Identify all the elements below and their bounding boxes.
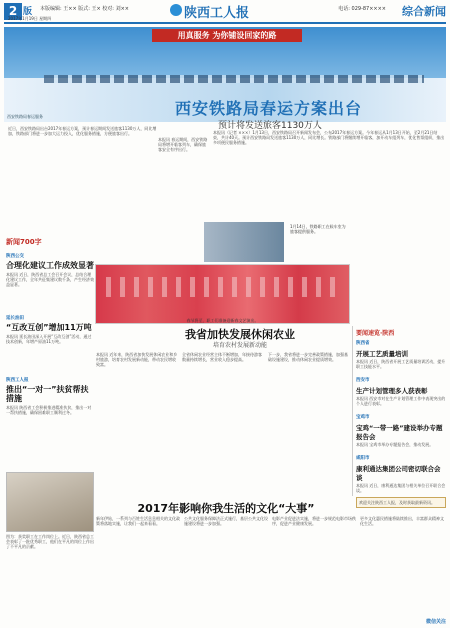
sidebar-title: 要闻速览·陕西 [356,330,395,337]
section-tag: 新闻700字 [6,238,42,246]
news-region: 陕西公交 [6,254,24,259]
news-body: 本报讯 陕西省工会积极推进精准扶贫，推出一对一帮扶措施，确保困难职工顺利过冬。 [6,405,92,415]
dancer-row [106,277,336,297]
news-item [6,377,94,445]
article-intro: 近日，西安铁路局出台2017年春运方案，预计春运期间发送旅客1130万人，同比增加，铁路部门将进一步加大运力投入，优化服务措施，方便旅客出行。 [8,126,157,136]
worker-photo-caption: 图为：获奖职工在工作岗位上。近日，陕西省总工会表彰了一批优秀职工，他们在平凡的岗位上作出了不平凡的贡献。 [6,534,94,549]
news-region: 延长油田 [6,316,24,321]
sidebar-item-title: 康利通达集团公司密切联合会谈 [356,465,441,482]
sidebar-item-body: 本报讯 西安市对在生产计划管理工作中表现突出的个人进行表彰。 [356,396,446,406]
masthead [4,2,446,24]
hero-caption: 西安铁路局春运服务 [7,114,43,119]
sidebar-item-tag: 西安市 [356,378,370,383]
news-item [6,315,94,374]
news-title: 合理化建议工作成效显著 [6,261,94,270]
sidebar-item-title: 开展工艺质量培训 [356,350,408,358]
news-title: 推出“一对一”扶贫帮扶措施 [6,385,89,403]
dancers-photo [96,265,349,323]
sidebar-item-body: 本报讯 宝鸡市举办专题报告会，推动发展。 [356,442,434,447]
center-article-body [96,352,350,498]
news-body: 本报讯 延长油田深入开展“互改互创”活动，通过技术创新，年增产原油11万吨。 [6,334,92,344]
sidebar-item-tag: 宝鸡市 [356,415,370,420]
main-headline: 西安铁路局春运方案出台 [175,99,363,118]
article-column: 新年伊始，一系列与百姓生活息息相关的文化政策将落地实施，让我们一起来看看。 [96,516,180,526]
news-sidebar [352,326,446,505]
bottom-article-body [96,516,446,622]
sidebar-item-body: 本报讯 近日，陕西省开展工艺质量培训活动，提升职工技能水平。 [356,359,446,369]
sidebar-item [356,340,446,374]
train-windows [44,75,424,83]
sidebar-item-tag: 咸阳市 [356,456,370,461]
article-column: 公共文化服务保障法正式施行，基层公共文化设施建设将进一步加强。 [184,516,268,526]
contact-info: 电话: 029-87×××× [338,6,386,12]
article-column: 电影产业促进法实施，将进一步规范电影市场秩序，促进产业健康发展。 [272,516,356,526]
dance-photo-collage [95,264,350,324]
sidebar-item-title: 生产计划管理多人获表彰 [356,387,428,395]
sidebar-item-tag: 陕西省 [356,341,370,346]
news-title: “互改互创”增加11万吨 [6,323,92,332]
worker-photo [6,472,94,532]
news-body: 本报讯 近日，陕西省总工会召开会议，总结合理化建议工作，全年共征集建议数千条，产生经济效益显著。 [6,272,94,287]
article-column: 全省休闲农业经营主体不断增加，年接待游客数量持续增长，营业收入稳步提高。 [182,352,262,362]
page-number: 2 [4,3,22,20]
news-region: 陕西工人报 [6,378,29,383]
publish-date: 2017年1月19日 星期四 [8,16,52,21]
left-news-column [6,250,94,445]
station-photo [204,222,284,262]
article-photo-caption: 本报讯 春运期间，西安铁路局将增开临客列车，确保旅客安全有序出行。 [158,137,208,152]
footer-brand: 微信关注 [425,619,446,625]
sidebar-notice-box: 欢迎关注陕西工人报，及时获取最新资讯。 [356,497,446,508]
article-column: 本报讯 近年来，陕西省加快发展休闲农业和乡村旅游，培育农村发展新动能，带动农民增收致富。 [96,352,178,367]
newspaper-logo: 陕西工人报 [184,6,250,21]
article-column: 下一步，我省将进一步完善政策措施，加强基础设施建设，推动休闲农业提质增效。 [268,352,348,362]
center-headline: 我省加快发展休闲农业 [185,328,295,341]
editor-info: 本版编辑: 王×× 版式: 王× 校对: 刘×× [40,6,129,12]
sidebar-item-title: 宝鸡“一带一路”建设举办专题报告会 [356,424,443,441]
station-photo-caption: 1月14日，铁路职工在候车室为旅客提供服务。 [290,224,346,234]
article-body: 本报讯（记者 ×××）1月13日，西安铁路局召开新闻发布会，公布2017年春运方案。今年春运从1月13日开始，至2月21日结束，共计40天。预计西安铁路局发送旅客1130万人，同比增长。铁路部门将继续增开临客，加开动车组列车，优化售票组织，推出多项便民服务措施。 [213,130,445,145]
article-column: 更多文化惠民措施将陆续推出，丰富群众精神文化生活。 [360,516,444,526]
main-subheadline: 预计将发送旅客1130万人 [218,121,322,131]
section-title: 综合新闻 [402,5,446,18]
sidebar-item [356,377,446,411]
bottom-headline: 2017年影响你我生活的文化“大事” [137,502,315,515]
center-subheadline: 培育农村发展新动能 [212,342,267,349]
newspaper-logo-icon [170,4,182,16]
sidebar-item [356,455,446,493]
sidebar-item [356,414,446,452]
sidebar-item-body: 本报讯 近日，康利通达集团与相关单位召开联合会谈。 [356,483,446,493]
dance-caption: 春节将至，职工们准备迎新春文艺演出。 [186,318,259,323]
page-label: 版 [23,7,33,17]
hero-banner: 用真服务 为你铺设回家的路 [152,29,302,42]
news-item [6,253,94,312]
